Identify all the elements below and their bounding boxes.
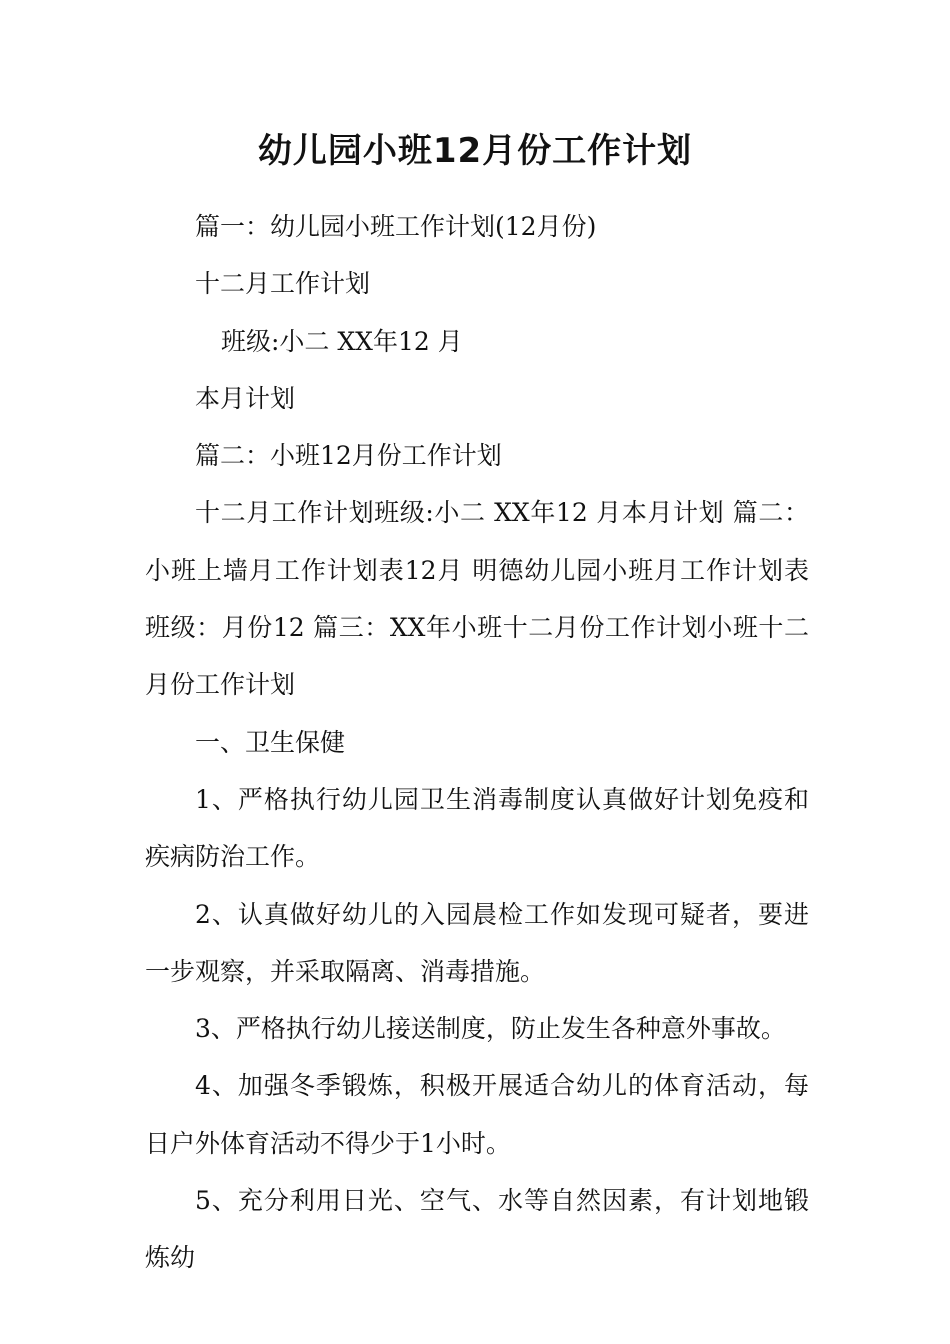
paragraph-december-plan: 十二月工作计划 bbox=[195, 269, 371, 299]
paragraph-hygiene-heading: 一、卫生保健 bbox=[195, 727, 346, 757]
paragraph-item-2: 2、认真做好幼儿的入园晨检工作如发现可疑者，要进一步观察，并采取隔离、消毒措施。 bbox=[145, 899, 809, 986]
paragraph-section-two-heading: 篇二：小班12月份工作计划 bbox=[195, 441, 502, 471]
paragraph-item-5: 5、充分利用日光、空气、水等自然因素，有计划地锻炼幼 bbox=[145, 1186, 809, 1273]
paragraph-item-3: 3、严格执行幼儿接送制度，防止发生各种意外事故。 bbox=[195, 1014, 786, 1044]
paragraph-item-4: 4、加强冬季锻炼，积极开展适合幼儿的体育活动，每日户外体育活动不得少于1小时。 bbox=[145, 1071, 809, 1158]
paragraph-monthly-plan: 本月计划 bbox=[195, 383, 296, 413]
paragraph-section-one-heading: 篇一：幼儿园小班工作计划(12月份) bbox=[195, 212, 597, 241]
paragraph-combined-summary: 十二月工作计划班级:小二 XX年12 月本月计划 篇二：小班上墙月工作计划表12月 明德幼儿园小班月工作计划表 班级：月份12 篇三：XX年小班十二月份工作计划小班十二月份工作计划 bbox=[145, 498, 809, 700]
document-body bbox=[145, 198, 809, 1287]
paragraph-item-1: 1、严格执行幼儿园卫生消毒制度认真做好计划免疫和疾病防治工作。 bbox=[145, 784, 809, 872]
paragraph-class-info: 班级:小二 XX年12 月 bbox=[221, 326, 463, 356]
document-title: 幼儿园小班12月份工作计划 bbox=[257, 131, 693, 171]
